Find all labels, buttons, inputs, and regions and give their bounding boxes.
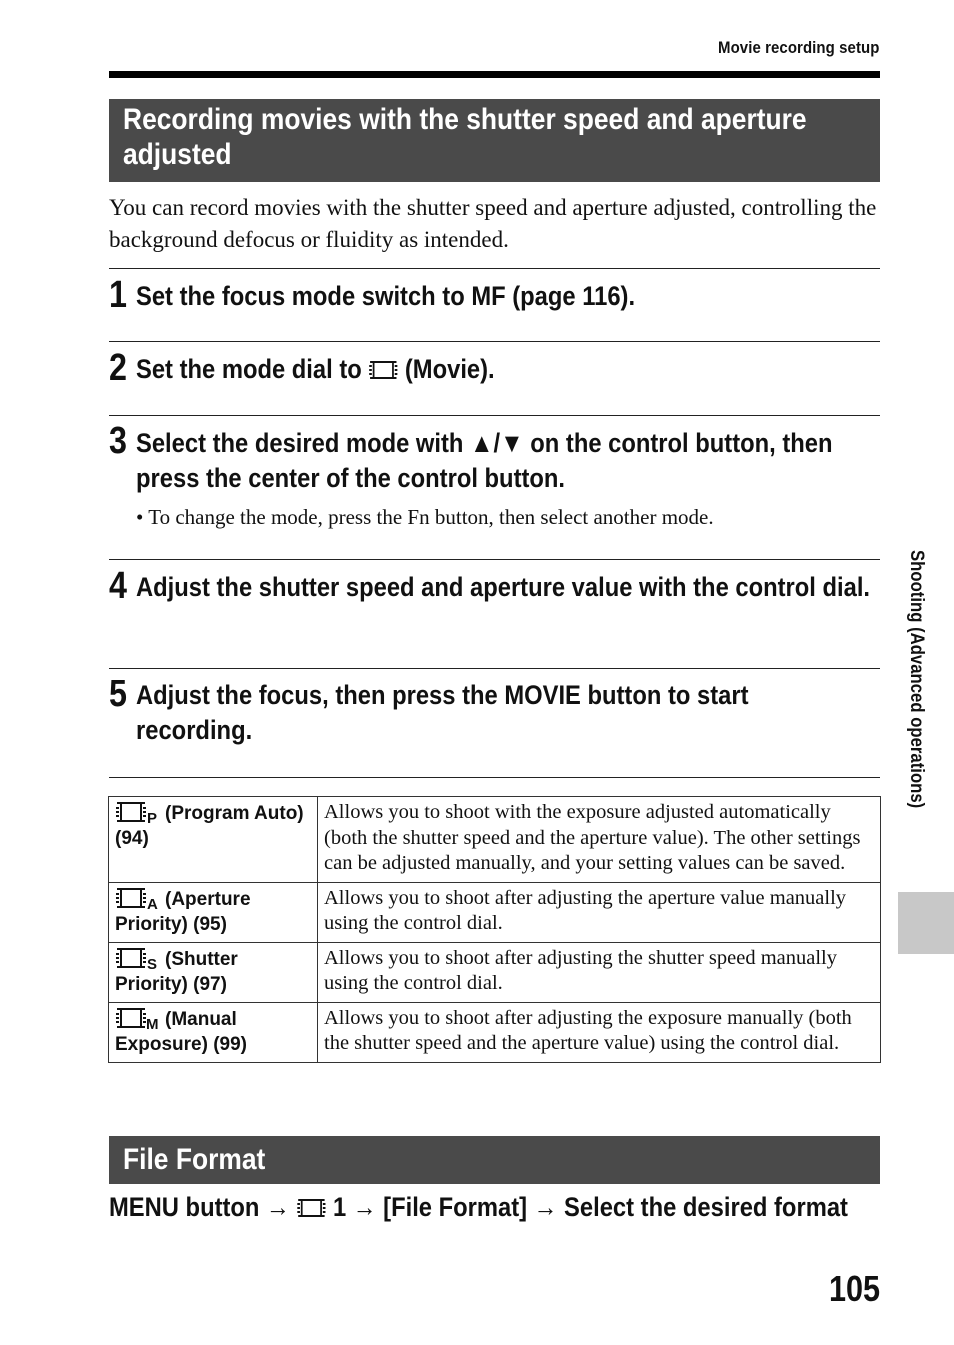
step-5-text: Adjust the focus, then press the MOVIE button to start recording. <box>136 680 749 745</box>
movie-program-icon <box>115 800 161 824</box>
mode-description: Allows you to shoot after adjusting the exposure manually (both the shutter speed and the aperture value) using the control dial. <box>318 1002 881 1062</box>
intro-paragraph: You can record movies with the shutter speed and aperture adjusted, controlling the background defocus or fluidity as intended. <box>109 195 877 252</box>
step-3-number: 3 <box>109 420 127 462</box>
movie-shutter-icon <box>115 946 161 970</box>
movie-aperture-icon <box>115 886 161 910</box>
divider <box>109 268 880 269</box>
divider <box>109 559 880 560</box>
arrow-right-icon: → <box>533 1192 558 1222</box>
mode-letter: M <box>146 1015 159 1030</box>
menu-item: [File Format] <box>383 1192 528 1222</box>
step-2-pre: Set the mode dial to <box>136 354 362 384</box>
menu-tab-number: 1 <box>332 1192 347 1222</box>
step-2-number: 2 <box>109 347 127 389</box>
mode-cell <box>109 942 318 1002</box>
mode-description: Allows you to shoot after adjusting the aperture value manually using the control dial. <box>318 882 881 942</box>
mode-label: (Aperture Priority) (95) <box>115 888 251 935</box>
table-row <box>109 882 881 942</box>
movie-mode-table <box>108 796 881 1063</box>
divider <box>109 415 880 416</box>
arrow-right-icon: → <box>352 1192 377 1222</box>
table-row <box>109 797 881 883</box>
arrow-right-icon: → <box>266 1192 290 1222</box>
mode-description: Allows you to shoot after adjusting the shutter speed manually using the control dial. <box>318 942 881 1002</box>
movie-icon <box>296 1196 326 1220</box>
menu-button-label: MENU button <box>109 1192 260 1222</box>
step-1-number: 1 <box>109 274 127 316</box>
menu-path <box>109 1190 883 1225</box>
step-3-note: • To change the mode, press the Fn button, then select another mode. <box>136 505 714 529</box>
mode-label: (Shutter Priority) (97) <box>115 948 238 995</box>
step-2-post: (Movie). <box>404 354 495 384</box>
step-4-number: 4 <box>109 565 127 607</box>
mode-letter: A <box>147 895 158 910</box>
page-number: 105 <box>828 1268 880 1309</box>
section-heading-file-format <box>109 1136 880 1184</box>
step-2-text <box>136 352 875 387</box>
mode-letter: P <box>147 810 158 824</box>
mode-cell <box>109 882 318 942</box>
step-3-note-text: To change the mode, press the Fn button, then select another mode. <box>148 505 714 529</box>
running-header: Movie recording setup <box>717 38 879 57</box>
mode-letter: S <box>147 955 158 970</box>
divider <box>109 341 880 342</box>
mode-description: Allows you to shoot with the exposure adjusted automatically (both the shutter speed and the aperture value). The other settings can be adjusted manually, and your setting values can be saved. <box>318 797 881 883</box>
mode-cell <box>109 1002 318 1062</box>
mode-cell <box>109 797 318 883</box>
side-tab-text: Shooting (Advanced operations) <box>906 550 927 809</box>
step-1-text: Set the focus mode switch to MF (page 116). <box>136 281 636 311</box>
section-title: File Format <box>123 1143 266 1176</box>
table-row <box>109 942 881 1002</box>
side-tab-marker <box>898 892 954 954</box>
menu-action: Select the desired format <box>564 1192 848 1222</box>
step-3-text: Select the desired mode with ▲/▼ on the control button, then press the center of the control button. <box>136 428 833 493</box>
mode-label: (Manual Exposure) (99) <box>115 1008 247 1055</box>
mode-label: (Program Auto) (94) <box>115 803 304 849</box>
divider <box>109 668 880 669</box>
step-4-text: Adjust the shutter speed and aperture value with the control dial. <box>136 572 871 602</box>
table-row <box>109 1002 881 1062</box>
step-5-number: 5 <box>109 673 127 715</box>
section-heading-recording <box>109 99 880 182</box>
header-rule <box>109 71 880 78</box>
section-title: Recording movies with the shutter speed and aperture adjusted <box>123 103 807 171</box>
divider <box>109 777 880 778</box>
side-tab-label <box>906 550 939 890</box>
movie-manual-icon <box>115 1006 161 1030</box>
movie-icon <box>368 358 398 382</box>
